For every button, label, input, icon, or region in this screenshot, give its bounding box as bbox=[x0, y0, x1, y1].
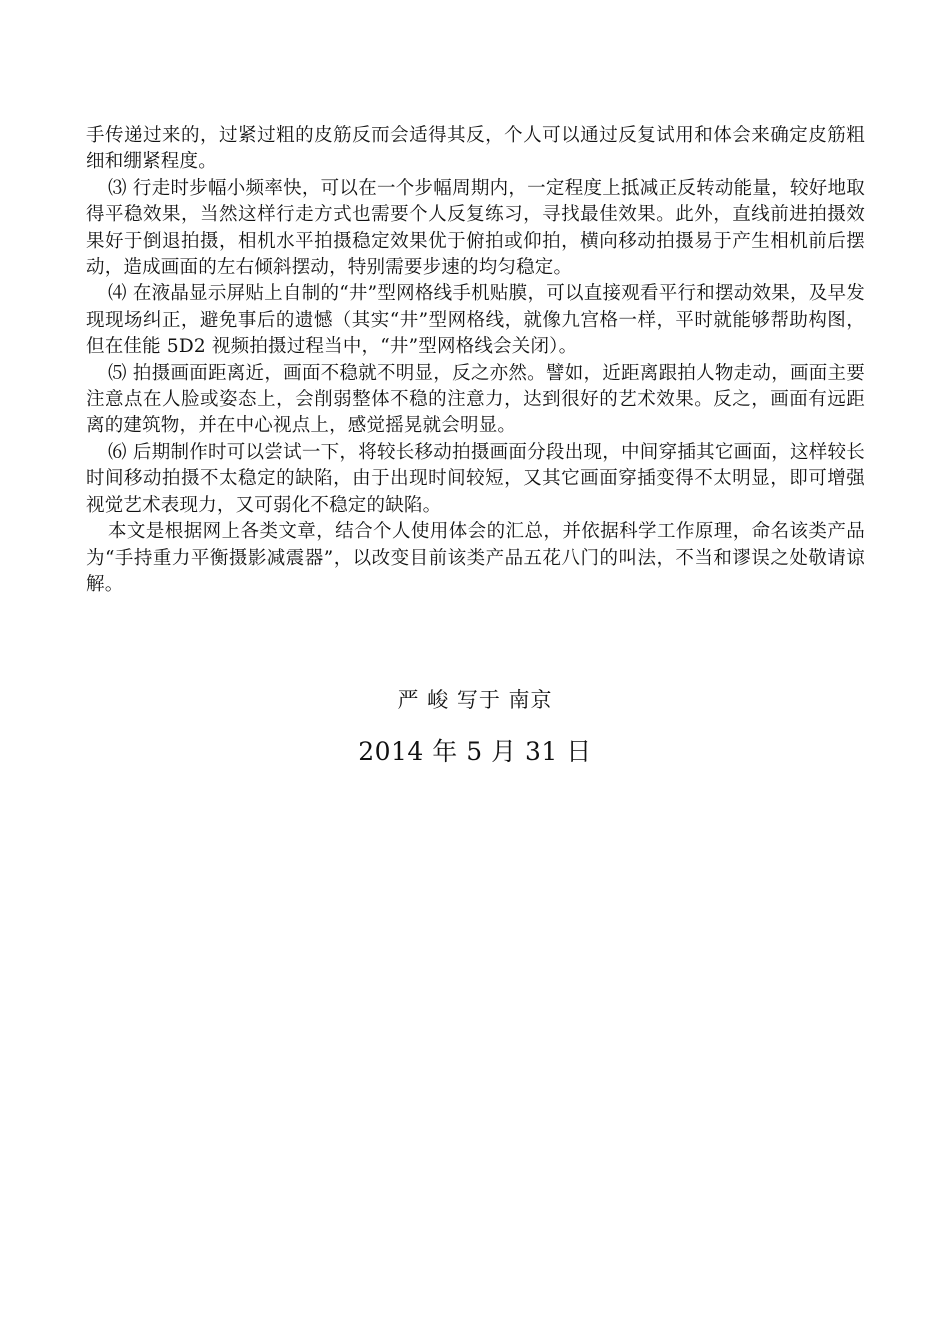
author-signature: 严 峻 写于 南京 bbox=[397, 688, 553, 712]
paragraph-item-4: ⑷ 在液晶显示屏贴上自制的“井”型网格线手机贴膜，可以直接观看平行和摆动效果，及早发现现场纠正，避免事后的遗憾（其实“井”型网格线，就像九宫格一样，平时就能够帮助构图，但在佳能 5D2 视频拍摄过程当中，“井”型网格线会关闭）。 bbox=[86, 283, 865, 358]
document-body bbox=[86, 123, 865, 598]
paragraph-item-3: ⑶ 行走时步幅小频率快，可以在一个步幅周期内，一定程度上抵减正反转动能量，较好地取得平稳效果，当然这样行走方式也需要个人反复练习，寻找最佳效果。此外，直线前进拍摄效果好于倒退拍摄，相机水平拍摄稳定效果优于俯拍或仰拍，横向移动拍摄易于产生相机前后摆动，造成画面的左右倾斜摆动，特别需要步速的均匀稳定。 bbox=[86, 177, 865, 279]
paragraph-item-5: ⑸ 拍摄画面距离近，画面不稳就不明显，反之亦然。譬如，近距离跟拍人物走动，画面主要注意点在人脸或姿态上，会削弱整体不稳的注意力，达到很好的艺术效果。反之，画面有远距离的建筑物，并在中心视点上，感觉摇晃就会明显。 bbox=[86, 362, 865, 437]
paragraph-closing: 本文是根据网上各类文章，结合个人使用体会的汇总，并依据科学工作原理，命名该类产品为“手持重力平衡摄影减震器”，以改变目前该类产品五花八门的叫法，不当和谬误之处敬请谅解。 bbox=[86, 521, 865, 595]
signature-date: 2014 年 5 月 31 日 bbox=[358, 737, 592, 766]
paragraph-item-6: ⑹ 后期制作时可以尝试一下，将较长移动拍摄画面分段出现，中间穿插其它画面，这样较长时间移动拍摄不太稳定的缺陷，由于出现时间较短，又其它画面穿插变得不太明显，即可增强视觉艺术表现力，又可弱化不稳定的缺陷。 bbox=[86, 441, 865, 516]
paragraph-continuation: 手传递过来的，过紧过粗的皮筋反而会适得其反，个人可以通过反复试用和体会来确定皮筋粗细和绷紧程度。 bbox=[86, 125, 865, 173]
